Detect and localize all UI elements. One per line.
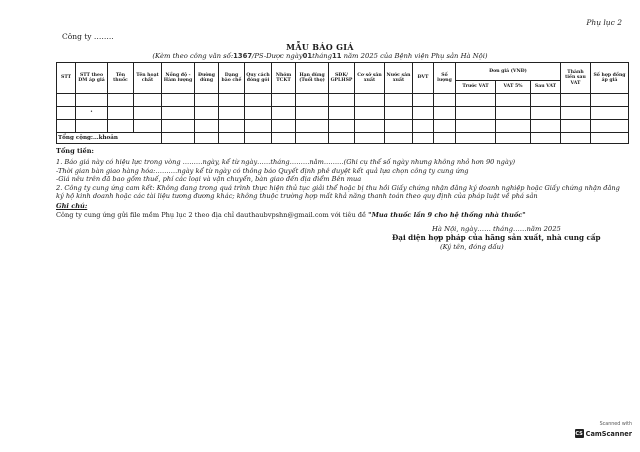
subtitle-mid: /PS-Dược ngày bbox=[252, 52, 303, 60]
col-header: Quy cách đóng gói bbox=[245, 63, 272, 94]
price-sub-header: Sau VAT bbox=[531, 81, 561, 94]
table-row bbox=[57, 94, 629, 107]
col-header: Tên thuốc bbox=[108, 63, 134, 94]
col-header: Tên hoạt chất bbox=[134, 63, 162, 94]
col-header: Số hợp đồng áp giá bbox=[591, 63, 629, 94]
notes-section bbox=[56, 147, 628, 219]
total-row bbox=[57, 133, 629, 144]
price-group-header: Đơn giá (VNĐ) bbox=[456, 63, 561, 81]
quote-table bbox=[56, 62, 629, 144]
col-header: SĐK/ GPLHSP bbox=[329, 63, 355, 94]
col-header: ĐVT bbox=[413, 63, 434, 94]
camscanner-logo bbox=[568, 429, 632, 438]
col-header: Hạn dùng (Tuổi thọ) bbox=[296, 63, 329, 94]
col-header: STT theo DM áp giá bbox=[76, 63, 108, 94]
row-marker: • bbox=[76, 107, 108, 120]
camscanner-icon: CS bbox=[575, 430, 583, 437]
email-subject: "Mua thuốc lần 9 cho hệ thống nhà thuốc" bbox=[368, 210, 526, 219]
document-subtitle bbox=[0, 52, 640, 60]
note-delivery: -Thời gian bàn giao hàng hóa:……….ngày kể từ ngày có thông báo Quyết định phê duyệt kết quả lựa chọn công ty cung ứng bbox=[56, 166, 469, 175]
table-row bbox=[57, 120, 629, 133]
appendix-label: Phụ lục 2 bbox=[586, 18, 622, 27]
scanned-with-text: Scanned with bbox=[599, 422, 632, 427]
document-title: MẪU BÁO GIÁ bbox=[286, 42, 354, 52]
col-header: Nước sản xuất bbox=[385, 63, 413, 94]
camscanner-watermark bbox=[568, 422, 632, 438]
col-header: STT bbox=[57, 63, 76, 94]
company-name: Công ty …….. bbox=[62, 32, 114, 41]
table-row bbox=[57, 107, 629, 120]
handwritten-day: 01 bbox=[302, 52, 313, 60]
handwritten-month: 11 bbox=[331, 52, 342, 60]
note-email bbox=[56, 211, 628, 219]
signature-date: Hà Nội, ngày…… tháng……năm 2025 bbox=[432, 225, 561, 233]
subtitle-pre: (Kèm theo công văn số: bbox=[152, 52, 234, 60]
note-commitment: 2. Công ty cung ứng cam kết: Không đang trong quá trình thực hiện thủ tục giải thể hoặc bị thu hồi Giấy chứng nhận đăng ký doanh nghiệp hoặc Giấy chứng nhận đăng ký hộ kinh doanh hoặc các tài liệu tương đương khác; không thuộc trường hợp mất khả năng thanh toán theo quy định của pháp luật về phá sản bbox=[56, 183, 620, 201]
signature-seal-note: (Ký tên, đóng dấu) bbox=[440, 243, 504, 251]
table-header-row bbox=[57, 63, 629, 81]
email-instruction: Công ty cung ứng gửi file mềm Phụ lục 2 theo địa chỉ dauthaubvpshn@gmail.com với tiêu đề bbox=[56, 210, 369, 219]
total-label: Tổng cộng:…khoản bbox=[57, 133, 162, 144]
handwritten-number: 1367 bbox=[233, 52, 253, 60]
col-header: Thành tiền sau VAT bbox=[561, 63, 591, 94]
note-price: -Giá nêu trên đã bao gồm thuế, phí các loại và vận chuyển, bàn giao đến địa điểm Bên mua bbox=[56, 175, 362, 184]
col-header: Đường dùng bbox=[195, 63, 219, 94]
note-heading: Ghi chú: bbox=[56, 202, 88, 211]
subtitle-month-word: tháng bbox=[312, 52, 332, 60]
signature-representative: Đại diện hợp pháp của hãng sản xuất, nhà cung cấp bbox=[392, 233, 601, 242]
camscanner-brand: CamScanner bbox=[585, 429, 632, 438]
col-header: Dạng bào chế bbox=[219, 63, 245, 94]
price-sub-header: Trước VAT bbox=[456, 81, 496, 94]
subtitle-post: năm 2025 của Bệnh viện Phụ sản Hà Nội) bbox=[341, 52, 488, 60]
total-in-words: Tổng tiền: bbox=[56, 147, 94, 155]
col-header: Số lượng bbox=[434, 63, 456, 94]
price-sub-header: VAT 5% bbox=[496, 81, 531, 94]
col-header: Nhóm TCKT bbox=[272, 63, 296, 94]
col-header: Nồng độ - Hàm lượng bbox=[162, 63, 195, 94]
note-validity: 1. Báo giá này có hiệu lực trong vòng ………ngày, kể từ ngày……tháng………năm………(Ghi cụ thể số ngày nhưng không nhỏ hơn 90 ngày) bbox=[56, 158, 516, 167]
col-header: Cơ sở sản xuất bbox=[355, 63, 385, 94]
